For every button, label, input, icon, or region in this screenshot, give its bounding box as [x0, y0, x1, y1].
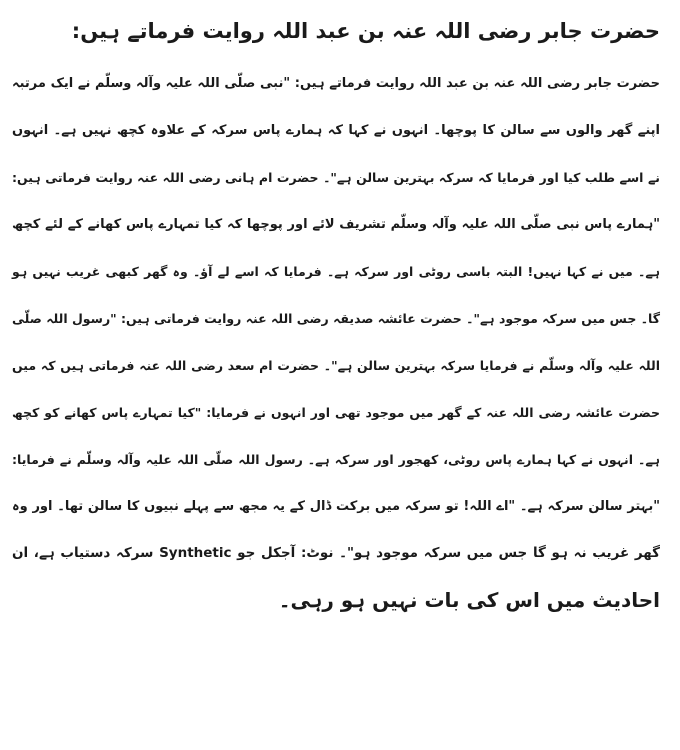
- synthetic-word: Synthetic: [159, 545, 232, 561]
- text-line-1: حضرت جابر رضی اللہ عنہ بن عبد اللہ روایت فرماتے ہیں: "نبی صلّی اللہ علیہ وآلہ وسلّم نے ایک مرتبہ: [12, 76, 660, 91]
- text-line-11-start: گھر غریب نہ ہو گا جس میں سرکہ موجود ہو"۔ نوٹ: آجکل جو: [237, 545, 661, 561]
- text-line-12: احادیث میں اس کی بات نہیں ہو رہی۔: [278, 588, 660, 612]
- text-line-3: نے اسے طلب کیا اور فرمایا کہ سرکہ بہترین سالن ہے"۔ حضرت ام ہانی رضی اللہ عنہ روایت فرماتی ہیں:: [12, 170, 660, 185]
- text-line-8: حضرت عائشہ رضی اللہ عنہ کے گھر میں موجود تھی اور انہوں نے فرمایا: "کیا تمہارے پاس کھانے کو کچھ: [12, 405, 660, 420]
- article-heading: حضرت جابر رضی اللہ عنہ بن عبد اللہ روایت فرماتے ہیں:: [71, 19, 660, 43]
- text-line-10: "بہتر سالن سرکہ ہے۔ "اے اللہ! تو سرکہ میں برکت ڈال کے یہ مجھ سے پہلے نبیوں کا سالن تھا۔ اور وہ: [12, 499, 660, 514]
- text-line-11: [12, 530, 660, 577]
- text-line-4: "ہمارے پاس نبی صلّی اللہ علیہ وآلہ وسلّم تشریف لائے اور پوچھا کہ کیا تمہارے پاس کھانے کے لئے کچھ: [12, 217, 660, 232]
- text-line-11-end: سرکہ دستیاب ہے، ان: [12, 545, 154, 561]
- text-line-5: ہے۔ میں نے کہا نہیں! البتہ باسی روٹی اور سرکہ ہے۔ فرمایا کہ اسے لے آؤ۔ وہ گھر کبھی غریب نہیں ہو: [12, 264, 660, 279]
- text-line-9: ہے۔ انہوں نے کہا ہمارے پاس روٹی، کھجور اور سرکہ ہے۔ رسول اللہ صلّی اللہ علیہ وآلہ وسلّم نے فرمایا:: [12, 452, 660, 467]
- text-line-6: گا۔ جس میں سرکہ موجود ہے"۔ حضرت عائشہ صدیقہ رضی اللہ عنہ روایت فرماتی ہیں: "رسول اللہ صلّی: [12, 311, 660, 326]
- text-line-2: اپنے گھر والوں سے سالن کا پوچھا۔ انہوں نے کہا کہ ہمارے پاس سرکہ کے علاوہ کچھ نہیں ہے۔ انہوں: [12, 123, 660, 138]
- text-line-7: اللہ علیہ وآلہ وسلّم نے فرمایا سرکہ بہترین سالن ہے"۔ حضرت ام سعد رضی اللہ عنہ فرماتی ہیں کہ میں: [12, 358, 660, 373]
